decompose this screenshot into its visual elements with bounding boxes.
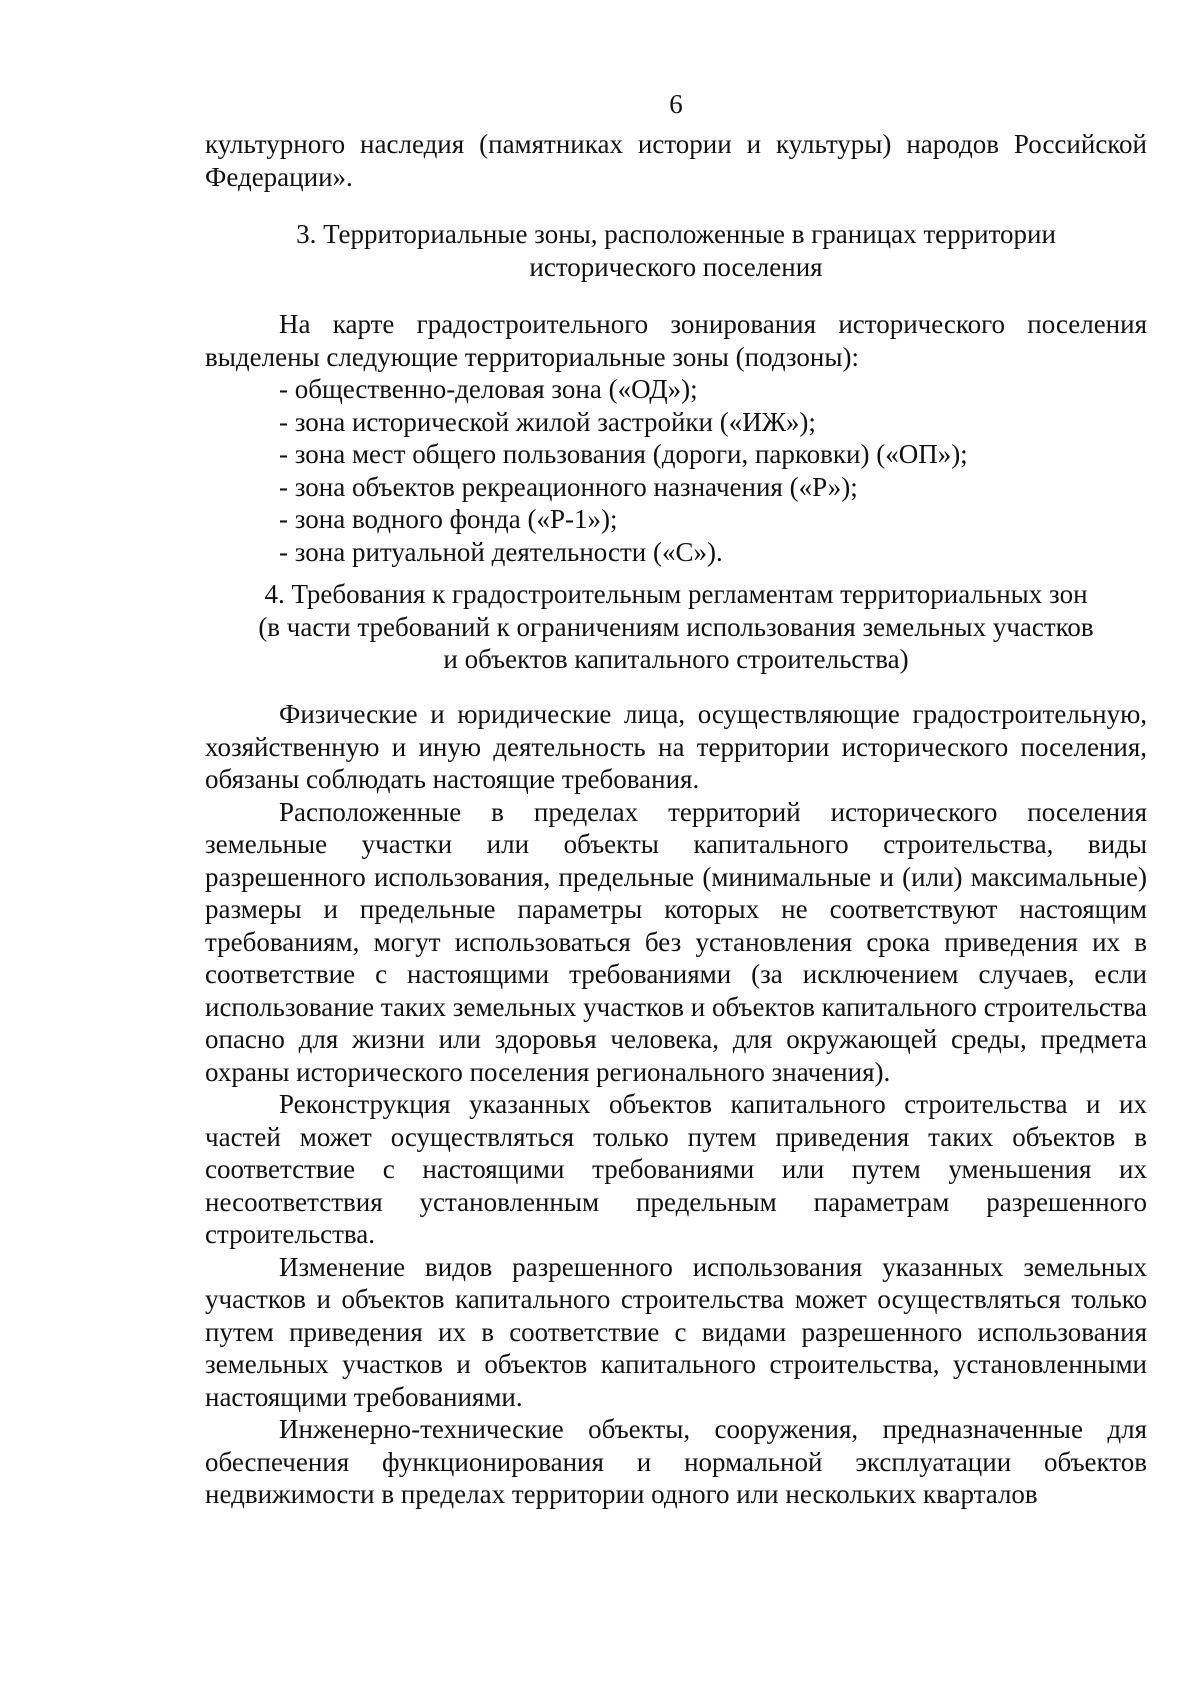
zone-list	[205, 373, 1147, 568]
section-3-heading-line-1: 3. Территориальные зоны, расположенные в границах территории	[296, 219, 1056, 249]
zone-list-item: - зона объектов рекреационного назначения («Р»);	[205, 471, 1147, 504]
section-4-heading-line-1: 4. Требования к градостроительным регламентам территориальных зон	[264, 579, 1088, 609]
section-4-paragraph: Инженерно-технические объекты, сооружения, предназначенные для обеспечения функционирования и нормальной эксплуатации объектов недвижимости в пределах территории одного или нескольких кварталов	[205, 1414, 1147, 1509]
zone-list-item: - общественно-деловая зона («ОД»);	[205, 373, 1147, 406]
section-4-body	[205, 698, 1147, 1511]
section-3-lead: На карте градостроительного зонирования исторического поселения выделены следующие территориальные зоны (подзоны):	[205, 309, 1147, 372]
zone-list-item: - зона ритуальной деятельности («С»).	[205, 536, 1147, 569]
section-3-heading-line-2: исторического поселения	[529, 251, 823, 282]
section-4-paragraph: Расположенные в пределах территорий исторического поселения земельные участки или объекты капитального строительства, виды разрешенного использования, предельные (минимальные и (или) максимальные) размеры и предельные параметры которых не соответствуют настоящим требованиям, могут использоваться без установления срока приведения их в соответствие с настоящими требованиями (за исключением случаев, если использование таких земельных участков и объектов капитального строительства опасно для жизни или здоровья человека, для окружающей среды, предмета охраны исторического поселения регионального значения).	[205, 796, 1147, 1087]
section-4-paragraph: Реконструкция указанных объектов капитального строительства и их частей может осуществляться только путем приведения таких объектов в соответствие с настоящими требованиями или путем уменьшения их несоответствия установленным предельным параметрам разрешенного строительства.	[205, 1089, 1147, 1249]
section-4-heading	[205, 578, 1147, 676]
section-4-paragraph: Изменение видов разрешенного использования указанных земельных участков и объектов капитального строительства может осуществляться только путем приведения их в соответствие с видами разрешенного использования земельных участков и объектов капитального строительства, установленными настоящими требованиями.	[205, 1251, 1147, 1412]
section-3-body	[205, 308, 1147, 568]
intro-block	[205, 128, 1147, 193]
section-4-heading-line-3: и объектов капитального строительства)	[443, 644, 909, 674]
section-4-paragraph: Физические и юридические лица, осуществляющие градостроительную, хозяйственную и иную деятельность на территории исторического поселения, обязаны соблюдать настоящие требования.	[205, 699, 1147, 794]
zone-list-item: - зона водного фонда («Р-1»);	[205, 503, 1147, 536]
page-number: 6	[669, 89, 683, 119]
zone-list-item: - зона мест общего пользования (дороги, парковки) («ОП»);	[205, 438, 1147, 471]
section-3-heading	[205, 218, 1147, 283]
zone-list-item: - зона исторической жилой застройки («ИЖ»);	[205, 406, 1147, 439]
section-4-heading-line-2: (в части требований к ограничениям использования земельных участков	[258, 611, 1094, 642]
intro-paragraph: культурного наследия (памятниках истории и культуры) народов Российской Федерации».	[205, 129, 1147, 192]
